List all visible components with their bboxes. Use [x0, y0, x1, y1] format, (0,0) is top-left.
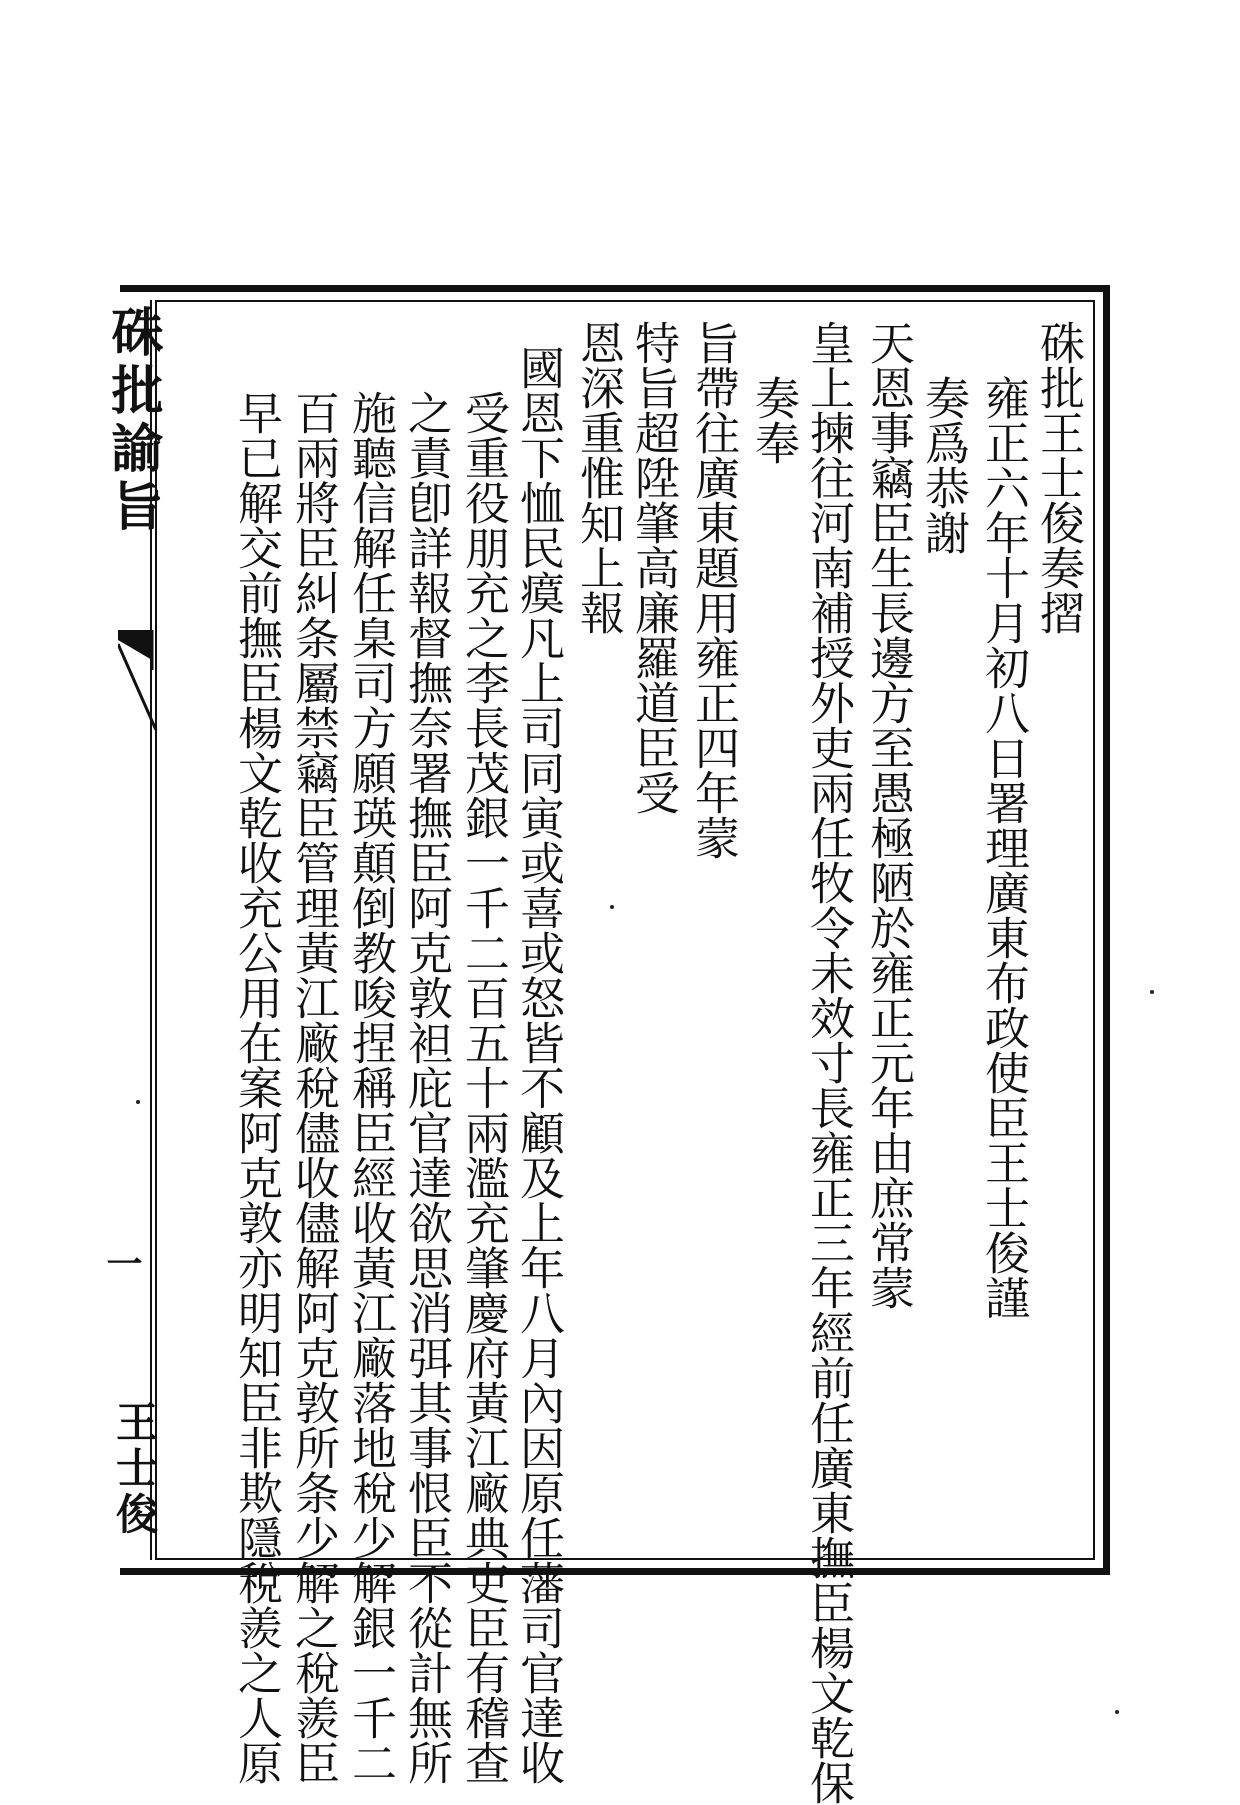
text-column-7: 旨帶往廣東題用雍正四年蒙: [687, 320, 740, 860]
scan-speck: [1150, 990, 1154, 994]
scan-speck: [1115, 1710, 1119, 1714]
text-column-8: 特旨超陞肇高廉羅道臣受: [627, 320, 680, 815]
folio-number: 一: [101, 1245, 143, 1281]
text-column-12: 之責卽詳報督撫奈署撫臣阿克敦袒庇官達欲思消弭其事恨臣不從計無所: [400, 390, 453, 1785]
text-column-3: 奏爲恭謝: [917, 375, 970, 555]
text-column-5: 皇上揀往河南補授外吏兩任牧令未效寸長雍正三年經前任廣東撫臣楊文乾保: [802, 320, 855, 1805]
fishtail-ornament: [118, 630, 158, 730]
scan-speck: [610, 905, 614, 909]
text-column-13: 施聽信解任臬司方願瑛顛倒教唆捏稱臣經收黃江廠落地稅少解銀一千二: [344, 390, 397, 1785]
text-column-1: 硃批王士俊奏摺: [1032, 320, 1085, 635]
scan-speck: [136, 1100, 140, 1104]
text-column-10: 國恩下恤民瘼凡上司同寅或喜或怒皆不顧及上年八月內因原任藩司官達收: [512, 345, 565, 1785]
book-title: 硃批諭旨: [102, 305, 163, 537]
text-column-2: 雍正六年十月初八日署理廣東布政使臣王士俊謹: [977, 375, 1030, 1320]
text-column-11: 受重役朋充之李長茂銀一千二百五十兩濫充肇慶府黃江廠典吏臣有稽查: [457, 390, 510, 1785]
text-column-9: 恩深重惟知上報: [572, 320, 625, 635]
text-column-14: 百兩將臣糾条屬禁竊臣管理黃江廠稅儘收儘解阿克敦所条少解之稅羨臣: [287, 390, 340, 1785]
text-column-15: 早已解交前撫臣楊文乾收充公用在案阿克敦亦明知臣非欺隱稅羨之人原: [230, 390, 283, 1785]
author-name: 王士俊: [110, 1400, 159, 1538]
text-column-4: 天恩事竊臣生長邊方至愚極陋於雍正元年由庶常蒙: [862, 320, 915, 1310]
text-column-6: 奏奉: [747, 375, 800, 465]
